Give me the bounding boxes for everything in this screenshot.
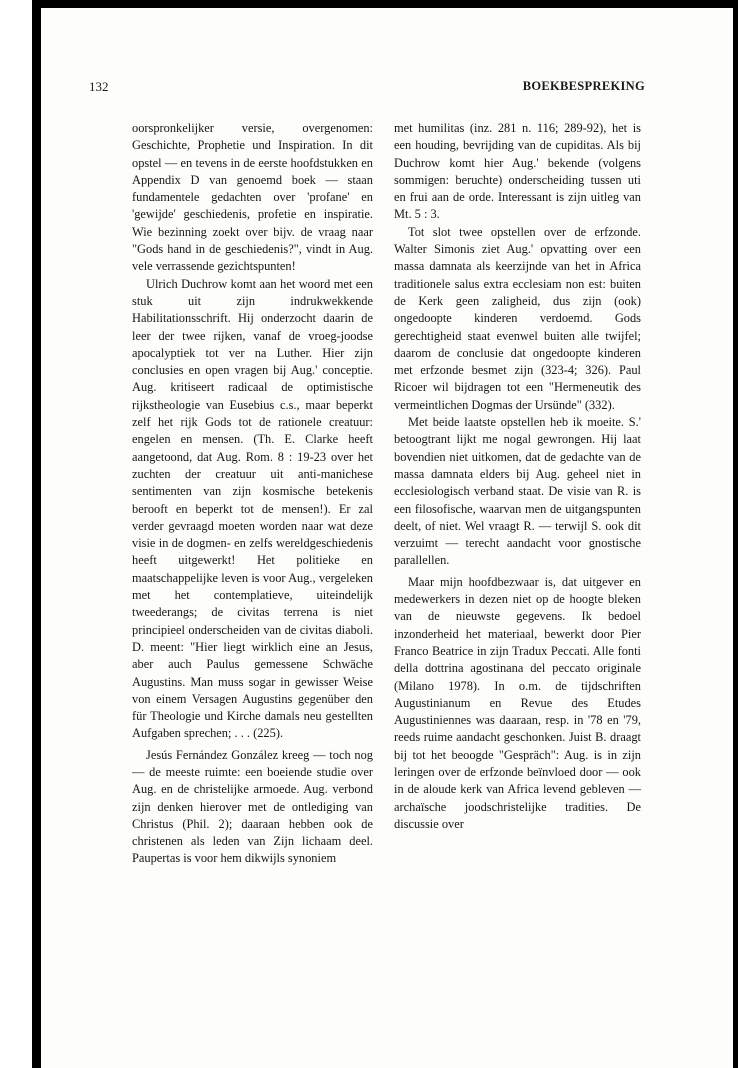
- page-number: 132: [89, 79, 109, 94]
- paragraph: Tot slot twee opstellen over de erfzonde. Walter Simonis ziet Aug.' opvatting over een massa damnata als keerzijnde van het in Africa traditionele salus extra ecclesiam non est: buiten de Kerk geen zaligheid, dus zijn (ook) ongedoopte kinderen verdoemd. Gods gerechtigheid staat evenwel buiten alle twijfel; daarom de conclusie dat ongedoopte kinderen met erfzonde besmet zijn (323-4; 326). Paul Ricoer wil bijdragen tot een "Hermeneutik des vermeintlichen Dogmas der Ursünde" (332).: [394, 224, 641, 412]
- scan-edge-right: [733, 0, 738, 1068]
- text-column-left: [132, 120, 373, 868]
- scan-edge-left: [32, 0, 41, 1068]
- paragraph: Maar mijn hoofdbezwaar is, dat uitgever en medewerkers in dezen niet op de hoogte bleken van de nieuwste gegevens. Ik bedoel inzonderheid het materiaal, bewerkt door Pier Franco Beatrice in zijn Tradux Peccati. Alle fonti della dottrina agostinana del peccato originale (Milano 1978). In o.m. de tijdschriften Augustinianum en Revue des Etudes Augustiniennes was daaraan, resp. in '78 en '79, reeds ruime aandacht geschonken. Juist B. draagt bij tot het beoogde "Gespräch": Aug. is in zijn leringen over de erfzonde beïnvloed door — ook in de aloude kerk van Africa levend gebleven — archaïsche joodschristelijke tradities. De discussie over: [394, 574, 641, 831]
- text-column-right: [394, 120, 641, 833]
- scan-edge-top: [40, 0, 738, 8]
- paragraph: Ulrich Duchrow komt aan het woord met een stuk uit zijn indrukwekkende Habilitationsschrift. Hij onderzocht daarin de leer der twee rijken, vanaf de vroeg-joodse apocalyptiek tot ver na Luther. Hier zijn conclusies en open vragen bij Aug.' conceptie. Aug. kritiseert radicaal de optimistische rijkstheologie van Eusebius c.s., maar beperkt zelf het rijk Gods tot de rationele creatuur: engelen en mensen. (Th. E. Clarke heeft aangetoond, dat Aug. Rom. 8 : 19-23 over het zuchten der creatuur uit anti-manichese sentimenten van zijn kosmische betekenis berooft en beperkt tot de mensen!). Er zal verder gevraagd moeten worden naar wat deze visie in de dogmen- en zelfs wereldgeschiedenis heeft uitgewerkt! Het politieke en maatschappelijke leven is voor Aug., vergeleken met het contemplatieve, uiteindelijk tweederangs; de civitas terrena is niet principieel onderscheiden van de civitas diaboli. D. meent: "Hier liegt wirklich eine an Jesus, aber auch Paulus gemessene Schwäche Augustins. Man muss sogar in gewisser Weise von einem Versagen Augustins gegenüber den für Theologie und Kirche damals neu gestellten Aufgaben sprechen; . . . (225).: [132, 276, 373, 741]
- paragraph: Jesús Fernández González kreeg — toch nog — de meeste ruimte: een boeiende studie over Aug. en de christelijke armoede. Aug. verbond zijn denken hierover met de ontlediging van Christus (Phil. 2); daaraan hebben ook de christenen als leden van Zijn lichaam deel. Paupertas is voor hem dikwijls synoniem: [132, 747, 373, 866]
- page-header: [89, 77, 645, 97]
- paragraph: oorspronkelijker versie, overgenomen: Geschichte, Prophetie und Inspiration. In dit opstel — en tevens in de eerste hoofdstukken en Appendix D van genoemd boek — staan fundamentele gedachten over 'profane' en 'gewijde' geschiedenis, profetie en inspiratie. Wie bezinning zoekt over bijv. de vraag naar "Gods hand in de geschiedenis?", vindt in Aug. vele verrassende gezichtspunten!: [132, 121, 373, 274]
- running-head: BOEKBESPREKING: [522, 79, 645, 93]
- paragraph: met humilitas (inz. 281 n. 116; 289-92), het is een houding, bevrijding van de cupiditas. Als bij Duchrow komt hier Aug.' bekende (volgens sommigen: beruchte) onderscheiding tussen uti en frui aan de orde. Interessant is zijn uitleg van Mt. 5 : 3.: [394, 121, 641, 222]
- paragraph: Met beide laatste opstellen heb ik moeite. S.' betoogtrant lijkt me nogal gewrongen. Hij laat bovendien niet uitkomen, dat de gedachte van de massa damnata elders bij Aug. geheel niet in ecclesiologisch verband staat. De visie van R. is een filosofische, waarvan men de uitgangspunten deelt, of niet. Wel vraagt R. — terwijl S. ook dit verzuimt — terecht aandacht voor gnostische parallellen.: [394, 415, 641, 568]
